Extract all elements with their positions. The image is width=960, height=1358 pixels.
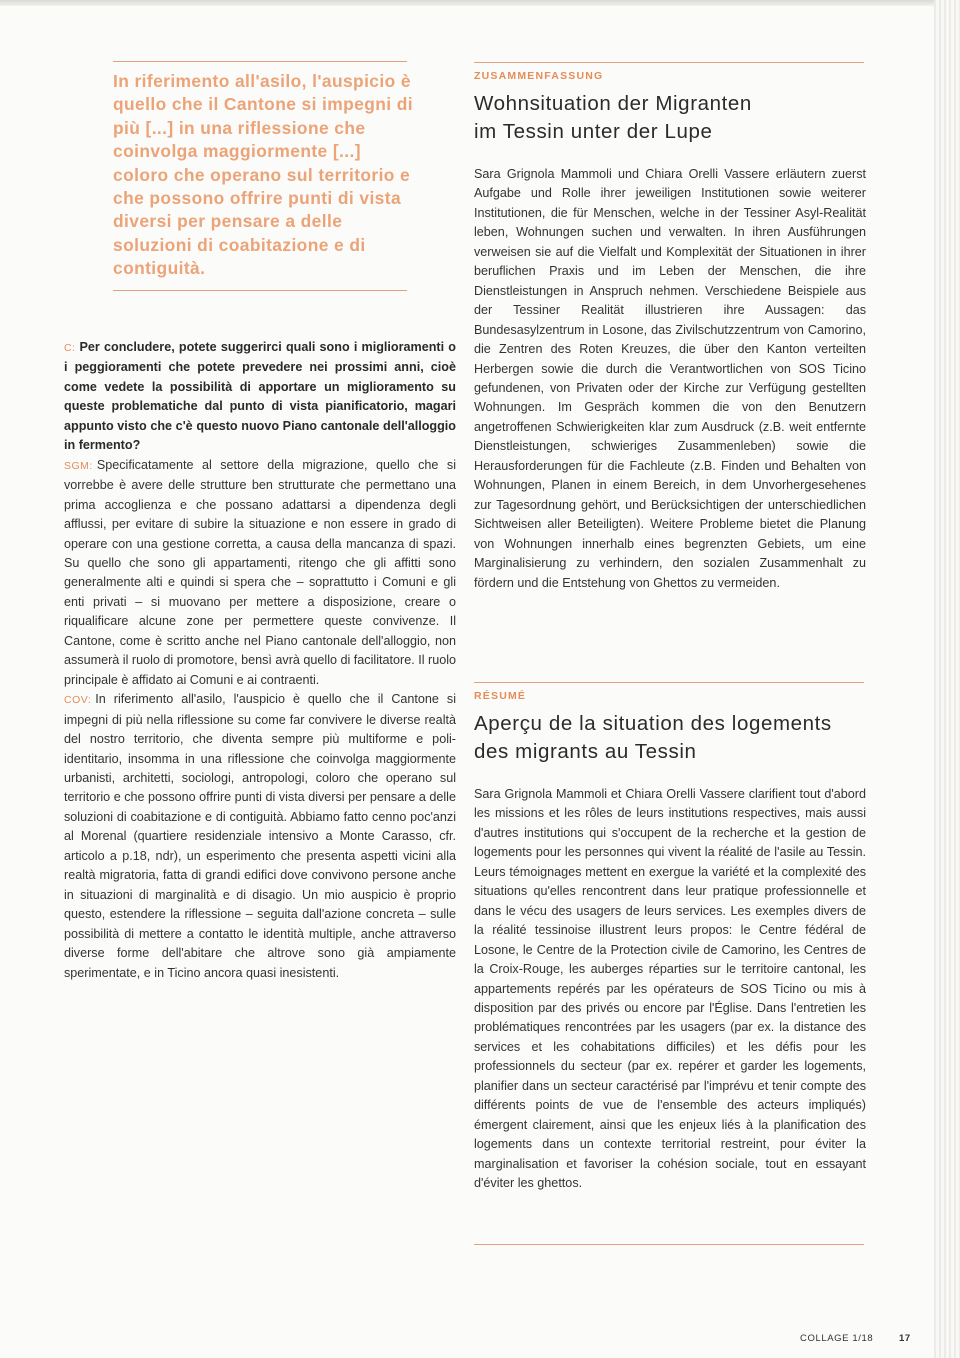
pull-quote: In riferimento all'asilo, l'auspicio è quello che il Cantone si impegni di più [...] in una riflessione che coinvolga maggiormente [...] coloro che operano sul territorio e che possono offrire punti di vista diversi per pensare a delle soluzioni di coabitazione e di contiguità. [113,71,414,279]
french-summary-title [474,710,866,765]
title-line: Aperçu de la situation des logements [474,712,832,735]
pull-quote-top-rule [113,61,407,62]
german-summary-top-rule [474,62,864,63]
french-summary-body: Sara Grignola Mammoli et Chiara Orelli Vassere clarifient tout d'abord les missions et les rôles de leurs institutions respectives, mais aussi d'autres institutions qui s'occupent de la recherche et la gestion de logements pour les personnes qui vivent la réalité de l'asile au Tessin. Leurs témoignages mettent en exergue la variété et la complexité des situations qu'elles rencontrent dans leur pratique professionnelle et dans le vécu des usagers de leurs services. Les exemples divers de la réalité tessinoise illustrent leurs propos: le Centre fédéral de Losone, le Centre de la Protection civile de Camorino, les Centres de la Croix-Rouge, les auberges réparties sur le territoire cantonal, les appartements repérés par les opérateurs de SOS Ticino ou mis à disposition par des privés ou encore par l'Église. Dans l'entretien les problématiques rencontrées par les usagers (par ex. la distance des services et les cohabitations difficiles) et les défis pour les professionnels du secteur (par ex. repérer et garder les logements, planifier dans un secteur caractérisé par l'imprévu et tenir compte des différents points de vue de l'ensemble des acteurs impliqués) émergent clairement, ainsi que les enjeux liés à la planification des logements dans un contexte territorial restreint, pour éviter la marginalisation et favoriser la cohésion sociale, tout en essayant d'éviter les ghettos. [474,787,866,1191]
question-text: Per concludere, potete suggerirci quali sono i miglioramenti o i peggioramenti che potete prevedere nei prossimi anni, cioè come vedete la possibilità di apportare un miglioramento su queste problematiche dal punto di vista pianificatorio, magari appunto visto che c'è questo nuovo Piano cantonale dell'alloggio in fermento? [64,340,456,453]
answer-text: Specificatamente al settore della migrazione, quello che si vorrebbe è avere delle strutture ben strutturate che permettano una prima accoglienza e che possano adattarsi a dipendenza degli afflussi, per evitare di subire la situazione e non essere in grado di operare con una gestione corretta, a causa della mancanza di spazi. Su quello che sono gli appartamenti, ritengo che gli affitti sono generalmente alti e quindi si spera che – soprattutto i Comuni e gli enti privati – si muovano per mettere a disposizione, creare o riqualificare alcune zone per permettere queste convivenze. Il Cantone, come è scritto anche nel Piano cantonale dell'alloggio, non assumerà il ruolo di promotore, bensì avrà quello di facilitatore. Il ruolo principale è affidato ai Comuni e ai contraenti. [64,457,456,687]
interview-column [64,338,456,983]
german-summary-title [474,90,866,145]
page-number: 17 [899,1333,911,1344]
title-line: des migrants au Tessin [474,739,697,763]
scan-right-edge [934,0,960,1358]
french-summary-top-rule [474,682,864,683]
scan-top-edge [0,0,960,6]
french-summary [474,690,866,1194]
german-summary-body: Sara Grignola Mammoli und Chiara Orelli Vassere erläutern zuerst Aufgabe und Rolle ihrer jeweiligen Institutionen sowie weiterer Institutionen, die für Menschen, welche in der Tessiner Asyl-Realität leben, Wohnungen suchen und verwalten. In ihren Ausführungen verweisen sie auf die Vielfalt und Komplexität der Situationen in ihrer beruflichen Praxis und im Leben der Menschen, die ihre Dienstleistungen in Anspruch nehmen. Verschiedene Beispiele aus der Tessiner Realität illustrieren ihre Aussagen: das Bundesasylzentrum in Losone, das Zivilschutzzentrum von Camorino, die Zentren des Roten Kreuzes, die über den Kanton verteilten Herbergen sowie die durch die Verantwortlichen von SOS Ticino gefundenen, von Privaten oder der Kirche zur Verfügung gestellten Wohnungen. Im Gespräch kommen die von den Benutzern angetroffenen Schwierigkeiten klar zum Ausdruck (z.B. weit entfernte Dienstleistungen, schwieriges Zusammenleben) sowie die Herausforderungen für die Fachleute (z.B. Finden und Behalten von Wohnungen, Planen in einem Bereich, in dem Unvorhergesehenes zur Tagesordnung gehört, und Berücksichtigen der unterschiedlichen Sichtweisen aller Beteiligten). Weitere Probleme bietet die Planung von Wohnungen innerhalb eines begrenzten Gebiets, um eine Marginalisierung zu verhindern, den sozialen Zusammenhalt zu fördern und die Entstehung von Ghettos zu vermeiden. [474,167,866,590]
publication-label: COLLAGE 1/18 [800,1333,874,1344]
german-summary-kicker: ZUSAMMENFASSUNG [474,70,604,82]
interview-question [64,338,456,456]
french-summary-kicker: RÉSUMÉ [474,690,527,702]
title-line: Wohnsituation der Migranten [474,92,752,115]
german-summary [474,70,866,593]
answer-text: In riferimento all'asilo, l'auspicio è quello che il Cantone si impegni di più nella riflessione su come far convivere le diverse realtà del nostro territorio, che diventa sempre più multiforme e poli-identitario, insomma in una riflessione che coinvolga maggiormente urbanisti, architetti, sociologi, antropologi, coloro che operano sul territorio e che possono offrire punti di vista diversi per pensare a delle soluzioni di coabitazione e di contiguità. Abbiamo fatto cenno poc'anzi al Morenal (quartiere residenziale intensivo a Monte Carasso, cfr. articolo a p.18, ndr), un esperimento che presenta aspetti vicini alla realtà migratoria, fatta di grandi edifici dove convivono persone anche in situazioni di marginalità e di disagio. Un mio auspicio è proprio questo, estendere la riflessione – seguita dall'azione concreta – sulle possibilità di mettere a contatto le identità multiple, anche attraverso diverse forme dell'abitare che altrove sono già ampiamente sperimentate, e in Ticino ancora quasi inesistenti. [64,692,456,980]
interview-answer-sgm [64,456,456,690]
pull-quote-bottom-rule [113,290,407,291]
speaker-label: SGM: [64,459,93,472]
title-line: im Tessin unter der Lupe [474,119,713,143]
speaker-label: COV: [64,694,92,707]
interview-answer-cov [64,690,456,983]
french-summary-bottom-rule [474,1244,864,1245]
speaker-label: C: [64,342,76,354]
